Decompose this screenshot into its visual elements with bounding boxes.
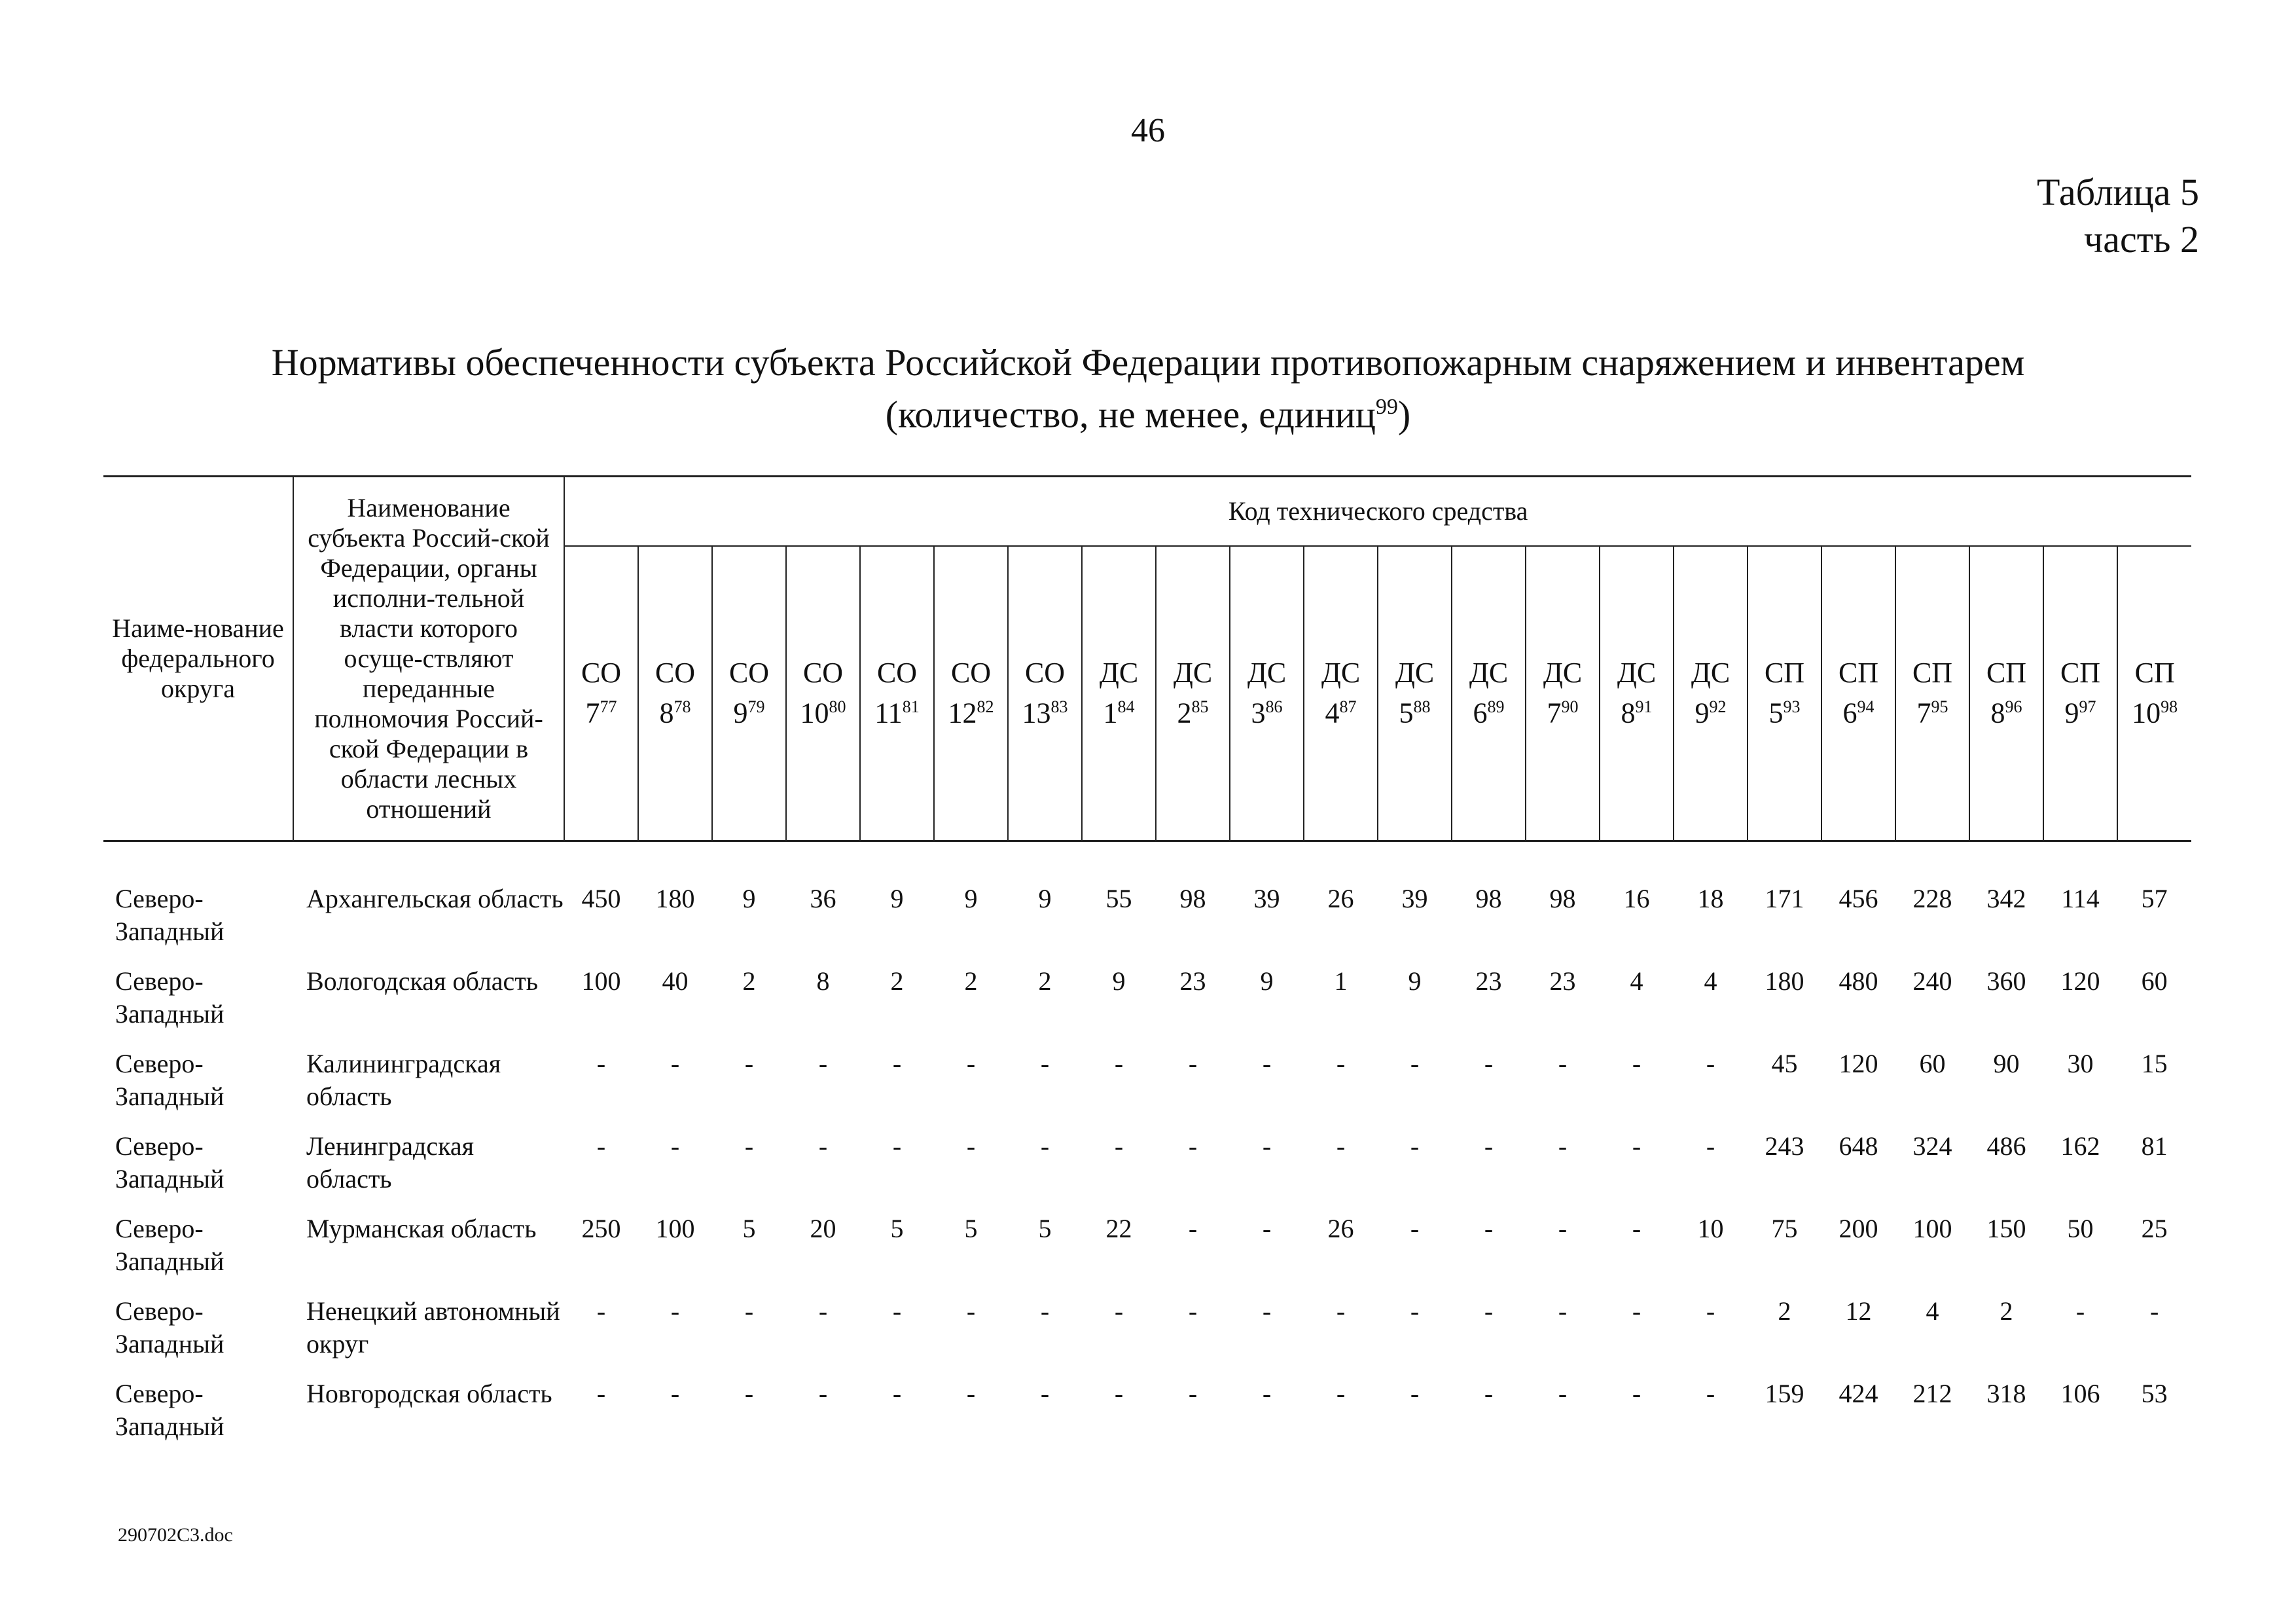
cell-value: 2	[742, 966, 756, 996]
cell-value: -	[1410, 1296, 1420, 1326]
cell-value: -	[1632, 1131, 1641, 1161]
cell-value: 39	[1253, 884, 1280, 913]
cell-value: -	[1484, 1296, 1494, 1326]
cell-value: 9	[1038, 884, 1052, 913]
code-footnote: 96	[2005, 697, 2022, 717]
cell-value: 9	[1408, 966, 1422, 996]
cell-value: 2	[890, 966, 904, 996]
cell-value: -	[1336, 1296, 1346, 1326]
cell-value: -	[1040, 1049, 1050, 1078]
header-code-4	[860, 546, 934, 841]
cell-value: 171	[1765, 884, 1804, 913]
cell-value: -	[1706, 1131, 1715, 1161]
cell-value: 26	[1327, 884, 1354, 913]
code-prefix: СП	[1838, 657, 1879, 689]
cell-value: 5	[964, 1214, 978, 1243]
cell-value: -	[892, 1049, 902, 1078]
cell-value: 212	[1912, 1379, 1952, 1408]
cell-subject: Ненецкий автономный округ	[306, 1296, 560, 1359]
code-prefix: СП	[1912, 657, 1953, 689]
header-code-15	[1674, 546, 1748, 841]
header-code-11	[1378, 546, 1452, 841]
cell-value: -	[670, 1049, 680, 1078]
cell-value: -	[596, 1296, 606, 1326]
code-number: 4	[1325, 697, 1340, 729]
cell-value: -	[966, 1131, 976, 1161]
cell-value: 159	[1765, 1379, 1804, 1408]
cell-value: 20	[810, 1214, 836, 1243]
cell-value: -	[1262, 1049, 1272, 1078]
code-number: 10	[2132, 697, 2161, 729]
cell-value: 240	[1912, 966, 1952, 996]
code-number: 9	[733, 697, 748, 729]
cell-value: 40	[662, 966, 689, 996]
cell-value: 10	[1697, 1214, 1724, 1243]
code-footnote: 81	[902, 697, 920, 717]
cell-value: 324	[1912, 1131, 1952, 1161]
cell-value: -	[1558, 1214, 1568, 1243]
code-number: 6	[1842, 697, 1857, 729]
header-code-17	[1821, 546, 1895, 841]
code-prefix: СО	[876, 657, 918, 689]
cell-value: 180	[655, 884, 695, 913]
code-prefix: ДС	[1321, 657, 1361, 689]
cell-value: 98	[1179, 884, 1206, 913]
cell-value: -	[818, 1049, 828, 1078]
cell-value: 98	[1549, 884, 1576, 913]
code-footnote: 98	[2161, 697, 2178, 717]
cell-value: -	[818, 1296, 828, 1326]
cell-value: -	[892, 1379, 902, 1408]
cell-value: -	[1188, 1214, 1198, 1243]
cell-value: 4	[1926, 1296, 1939, 1326]
code-prefix: СО	[802, 657, 844, 689]
header-code-8	[1156, 546, 1230, 841]
table-row	[103, 1213, 2191, 1295]
code-footnote: 94	[1857, 697, 1874, 717]
code-number: 7	[1547, 697, 1562, 729]
cell-value: 243	[1765, 1131, 1804, 1161]
code-footnote: 89	[1487, 697, 1505, 717]
cell-value: 30	[2067, 1049, 2094, 1078]
cell-value: -	[1040, 1296, 1050, 1326]
code-footnote: 91	[1635, 697, 1653, 717]
cell-value: 2	[1778, 1296, 1791, 1326]
cell-value: 342	[1986, 884, 2026, 913]
header-code-0	[564, 546, 638, 841]
cell-value: -	[818, 1379, 828, 1408]
code-footnote: 79	[747, 697, 765, 717]
cell-okrug: Северо-Западный	[115, 1296, 224, 1359]
cell-value: 4	[1630, 966, 1643, 996]
cell-value: -	[1410, 1379, 1420, 1408]
cell-value: -	[1410, 1131, 1420, 1161]
code-prefix: СО	[950, 657, 992, 689]
title-line2-end: )	[1397, 393, 1411, 436]
code-number: 6	[1473, 697, 1488, 729]
cell-value: -	[1484, 1379, 1494, 1408]
header-subject: Наименование субъекта Россий-ской Федерации, органы исполни-тельной власти которого осуще-ствляют переданные полномочия Россий-ской Федерации в области лесных отношений	[293, 477, 564, 841]
cell-value: 2	[1038, 966, 1052, 996]
cell-value: -	[744, 1379, 754, 1408]
cell-value: -	[1632, 1049, 1641, 1078]
cell-value: 648	[1839, 1131, 1878, 1161]
code-number: 3	[1251, 697, 1266, 729]
cell-value: 480	[1839, 966, 1878, 996]
cell-value: -	[1706, 1296, 1715, 1326]
cell-value: 250	[581, 1214, 621, 1243]
header-code-16	[1748, 546, 1821, 841]
cell-value: 424	[1839, 1379, 1878, 1408]
cell-value: -	[670, 1379, 680, 1408]
header-code-19	[1969, 546, 2043, 841]
cell-subject: Калининградская область	[306, 1049, 501, 1111]
cell-value: 55	[1105, 884, 1132, 913]
cell-value: -	[1114, 1049, 1124, 1078]
cell-value: -	[1706, 1049, 1715, 1078]
cell-value: -	[966, 1049, 976, 1078]
header-code-20	[2043, 546, 2117, 841]
header-code-14	[1600, 546, 1674, 841]
title-line2-text: (количество, не менее, единиц	[885, 393, 1376, 436]
cell-value: 120	[1839, 1049, 1878, 1078]
code-footnote: 78	[673, 697, 691, 717]
cell-value: -	[1188, 1379, 1198, 1408]
cell-subject: Архангельская область	[306, 884, 564, 913]
page-number: 46	[1131, 112, 1165, 149]
header-code-7	[1082, 546, 1156, 841]
cell-value: 15	[2141, 1049, 2168, 1078]
code-prefix: СО	[1024, 657, 1066, 689]
cell-subject: Ленинградская область	[306, 1131, 475, 1194]
cell-value: 2	[2000, 1296, 2013, 1326]
cell-value: -	[1706, 1379, 1715, 1408]
cell-value: -	[1114, 1296, 1124, 1326]
document-title	[0, 340, 2296, 437]
code-prefix: ДС	[1173, 657, 1213, 689]
cell-value: -	[2075, 1296, 2085, 1326]
code-prefix: СП	[2060, 657, 2101, 689]
cell-value: 90	[1993, 1049, 2020, 1078]
cell-value: 180	[1765, 966, 1804, 996]
cell-value: 5	[890, 1214, 904, 1243]
cell-value: 2	[964, 966, 978, 996]
table-label	[2037, 169, 2199, 263]
cell-value: -	[1188, 1296, 1198, 1326]
header-code-13	[1526, 546, 1600, 841]
header-code-21	[2117, 546, 2191, 841]
cell-value: 45	[1771, 1049, 1798, 1078]
code-number: 2	[1177, 697, 1192, 729]
cell-value: -	[1632, 1296, 1641, 1326]
cell-value: 456	[1839, 884, 1878, 913]
table-row	[103, 1048, 2191, 1130]
code-number: 5	[1399, 697, 1414, 729]
code-prefix: ДС	[1395, 657, 1435, 689]
table-row	[103, 883, 2191, 965]
code-prefix: ДС	[1099, 657, 1139, 689]
code-prefix: ДС	[1691, 657, 1731, 689]
cell-value: 60	[1919, 1049, 1946, 1078]
code-number: 7	[1916, 697, 1931, 729]
cell-value: -	[1262, 1296, 1272, 1326]
code-number: 10	[800, 697, 829, 729]
code-footnote: 83	[1050, 697, 1068, 717]
cell-value: 23	[1475, 966, 1502, 996]
code-prefix: СП	[1986, 657, 2027, 689]
cell-value: 22	[1105, 1214, 1132, 1243]
code-prefix: СП	[2134, 657, 2175, 689]
code-footnote: 95	[1931, 697, 1948, 717]
cell-value: -	[1262, 1131, 1272, 1161]
cell-okrug: Северо-Западный	[115, 884, 224, 946]
code-footnote: 86	[1265, 697, 1283, 717]
cell-value: 114	[2061, 884, 2100, 913]
cell-value: 9	[964, 884, 978, 913]
cell-value: 228	[1912, 884, 1952, 913]
header-gap-row	[103, 841, 2191, 883]
cell-value: 318	[1986, 1379, 2026, 1408]
cell-subject: Вологодская область	[306, 966, 539, 996]
code-number: 8	[659, 697, 674, 729]
cell-value: 57	[2141, 884, 2168, 913]
cell-value: -	[744, 1049, 754, 1078]
cell-value: -	[1040, 1131, 1050, 1161]
cell-value: -	[1262, 1379, 1272, 1408]
cell-value: 162	[2060, 1131, 2100, 1161]
header-code-10	[1304, 546, 1378, 841]
cell-value: -	[1484, 1049, 1494, 1078]
cell-value: -	[1188, 1131, 1198, 1161]
footer-filename: 290702C3.doc	[118, 1524, 233, 1546]
code-footnote: 84	[1117, 697, 1135, 717]
code-footnote: 90	[1561, 697, 1579, 717]
cell-value: -	[596, 1379, 606, 1408]
cell-value: 120	[2060, 966, 2100, 996]
code-prefix: СО	[655, 657, 696, 689]
code-number: 11	[874, 697, 903, 729]
cell-value: 200	[1839, 1214, 1878, 1243]
cell-value: 1	[1334, 966, 1348, 996]
cell-value: -	[1262, 1214, 1272, 1243]
code-number: 7	[585, 697, 600, 729]
header-code-18	[1895, 546, 1969, 841]
cell-value: 450	[581, 884, 621, 913]
cell-value: 8	[816, 966, 830, 996]
cell-value: -	[1114, 1379, 1124, 1408]
cell-subject: Новгородская область	[306, 1379, 552, 1408]
code-prefix: СО	[728, 657, 770, 689]
cell-value: 5	[742, 1214, 756, 1243]
code-number: 8	[1990, 697, 2005, 729]
code-footnote: 88	[1413, 697, 1431, 717]
cell-value: 60	[2141, 966, 2168, 996]
cell-value: 26	[1327, 1214, 1354, 1243]
code-footnote: 82	[977, 697, 994, 717]
header-code-5	[934, 546, 1008, 841]
cell-value: 100	[581, 966, 621, 996]
table-row	[103, 965, 2191, 1048]
code-number: 12	[948, 697, 977, 729]
table-row	[103, 1377, 2191, 1460]
cell-value: 50	[2067, 1214, 2094, 1243]
cell-value: 23	[1549, 966, 1576, 996]
table-label-line1: Таблица 5	[2036, 171, 2199, 213]
cell-value: -	[966, 1296, 976, 1326]
cell-value: 18	[1697, 884, 1724, 913]
cell-value: -	[1336, 1131, 1346, 1161]
cell-value: -	[596, 1131, 606, 1161]
cell-value: 9	[1112, 966, 1126, 996]
cell-value: 39	[1401, 884, 1428, 913]
code-prefix: СО	[581, 657, 622, 689]
title-line2	[0, 385, 2296, 437]
cell-okrug: Северо-Западный	[115, 1131, 224, 1194]
code-footnote: 93	[1783, 697, 1801, 717]
cell-value: 100	[655, 1214, 695, 1243]
cell-okrug: Северо-Западный	[115, 966, 224, 1029]
cell-value: 23	[1179, 966, 1206, 996]
header-code-1	[638, 546, 712, 841]
cell-value: 9	[1260, 966, 1274, 996]
cell-value: 360	[1986, 966, 2026, 996]
cell-value: 36	[810, 884, 836, 913]
cell-value: -	[1336, 1049, 1346, 1078]
cell-value: -	[892, 1131, 902, 1161]
code-prefix: СП	[1764, 657, 1805, 689]
code-prefix: ДС	[1247, 657, 1287, 689]
code-prefix: ДС	[1543, 657, 1583, 689]
header-okrug: Наиме-нование федерального округа	[103, 477, 293, 841]
cell-value: -	[1410, 1214, 1420, 1243]
code-number: 13	[1022, 697, 1051, 729]
cell-value: -	[1632, 1214, 1641, 1243]
table-row	[103, 1130, 2191, 1213]
cell-value: -	[2149, 1296, 2159, 1326]
cell-value: -	[670, 1131, 680, 1161]
cell-value: 98	[1475, 884, 1502, 913]
cell-okrug: Северо-Западный	[115, 1379, 224, 1441]
cell-value: -	[744, 1296, 754, 1326]
header-code-2	[712, 546, 786, 841]
cell-value: 25	[2141, 1214, 2168, 1243]
code-number: 9	[1695, 697, 1710, 729]
cell-value: 4	[1704, 966, 1717, 996]
cell-value: 75	[1771, 1214, 1798, 1243]
norms-table	[103, 475, 2191, 1460]
title-footnote-mark: 99	[1375, 395, 1398, 419]
cell-value: -	[1558, 1049, 1568, 1078]
code-prefix: ДС	[1469, 657, 1509, 689]
cell-value: 100	[1912, 1214, 1952, 1243]
cell-subject: Мурманская область	[306, 1214, 537, 1243]
table-label-line2: часть 2	[2084, 218, 2199, 261]
code-number: 5	[1768, 697, 1784, 729]
cell-okrug: Северо-Западный	[115, 1049, 224, 1111]
cell-value: -	[966, 1379, 976, 1408]
header-code-9	[1230, 546, 1304, 841]
cell-value: -	[670, 1296, 680, 1326]
cell-value: 12	[1845, 1296, 1872, 1326]
cell-value: 16	[1623, 884, 1650, 913]
code-footnote: 92	[1709, 697, 1727, 717]
cell-value: -	[1040, 1379, 1050, 1408]
cell-value: -	[1558, 1131, 1568, 1161]
cell-value: -	[1632, 1379, 1641, 1408]
cell-value: -	[1336, 1379, 1346, 1408]
code-number: 1	[1103, 697, 1118, 729]
cell-value: -	[892, 1296, 902, 1326]
header-code-3	[786, 546, 860, 841]
code-footnote: 97	[2079, 697, 2096, 717]
cell-value: -	[596, 1049, 606, 1078]
header-code-12	[1452, 546, 1526, 841]
cell-value: 106	[2060, 1379, 2100, 1408]
header-code-6	[1008, 546, 1082, 841]
cell-value: -	[1558, 1379, 1568, 1408]
cell-value: -	[1558, 1296, 1568, 1326]
header-code-group: Код технического средства	[564, 477, 2191, 547]
cell-value: -	[1114, 1131, 1124, 1161]
code-number: 8	[1621, 697, 1636, 729]
code-footnote: 87	[1339, 697, 1357, 717]
table-body	[103, 841, 2191, 1461]
code-footnote: 85	[1191, 697, 1209, 717]
cell-value: -	[1484, 1131, 1494, 1161]
cell-value: -	[1188, 1049, 1198, 1078]
title-line1: Нормативы обеспеченности субъекта Российской Федерации противопожарным снаряжением и инвентарем	[271, 341, 2025, 384]
code-footnote: 77	[600, 697, 617, 717]
cell-value: 150	[1986, 1214, 2026, 1243]
cell-value: 53	[2141, 1379, 2168, 1408]
cell-value: -	[1410, 1049, 1420, 1078]
cell-okrug: Северо-Западный	[115, 1214, 224, 1276]
table-row	[103, 1295, 2191, 1377]
code-prefix: ДС	[1617, 657, 1657, 689]
cell-value: 81	[2141, 1131, 2168, 1161]
cell-value: -	[744, 1131, 754, 1161]
code-footnote: 80	[829, 697, 846, 717]
cell-value: 5	[1038, 1214, 1052, 1243]
cell-value: 486	[1986, 1131, 2026, 1161]
cell-value: 9	[890, 884, 904, 913]
cell-value: 9	[742, 884, 756, 913]
cell-value: -	[818, 1131, 828, 1161]
code-number: 9	[2064, 697, 2079, 729]
cell-value: -	[1484, 1214, 1494, 1243]
